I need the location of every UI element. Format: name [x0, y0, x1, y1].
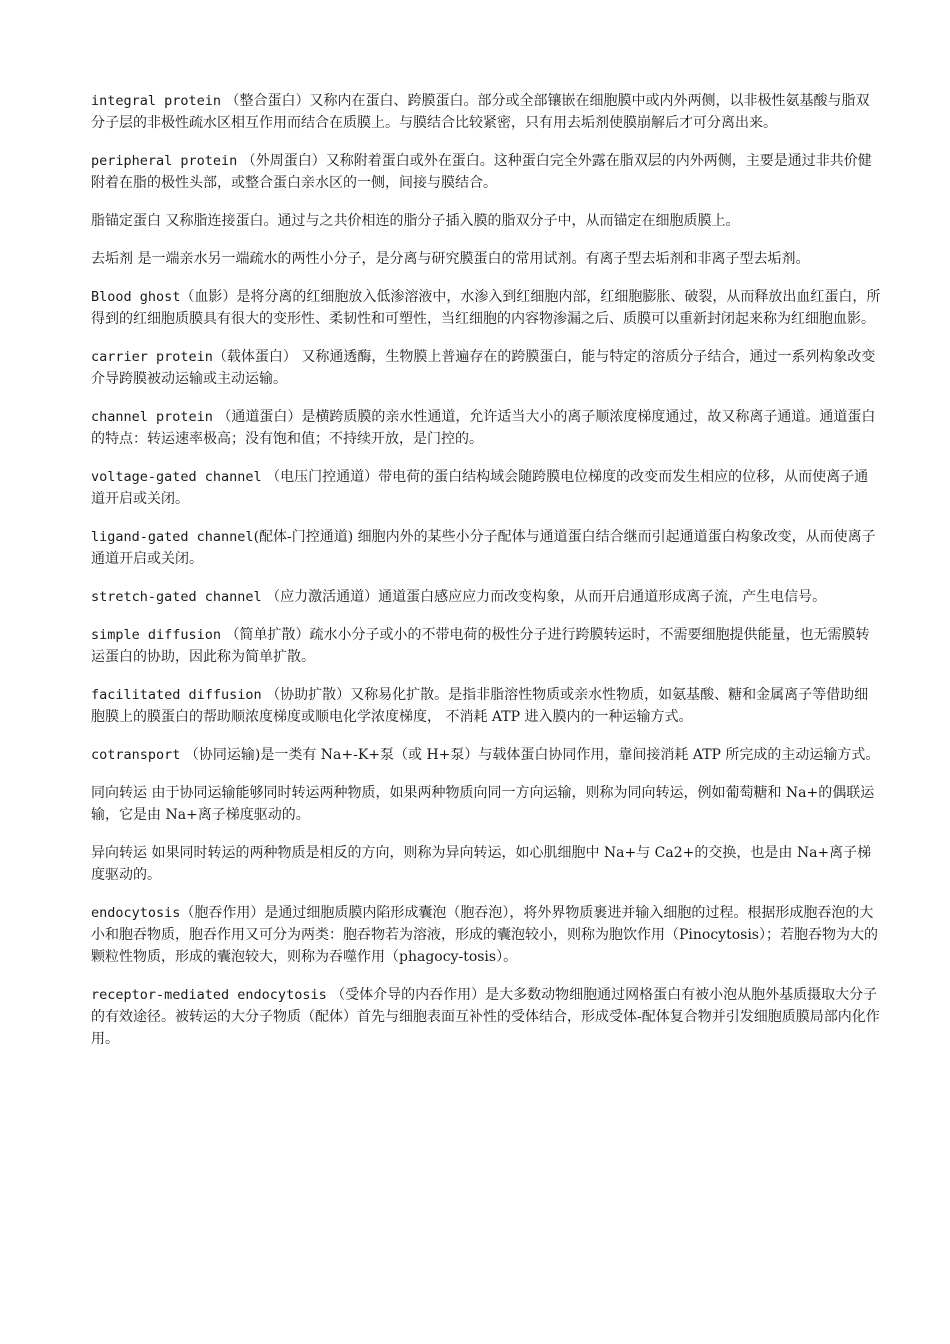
entry-term: voltage-gated channel — [91, 469, 262, 485]
entry-definition: （电压门控通道）带电荷的蛋白结构域会随跨膜电位梯度的改变而发生相应的位移，从而使离子通道开启或关闭。 — [91, 469, 869, 507]
entry-term: facilitated diffusion — [91, 687, 262, 703]
entry-integral-protein — [91, 90, 881, 134]
entry-term: stretch-gated channel — [91, 589, 262, 605]
entry-term: channel protein — [91, 409, 213, 425]
document-page — [91, 90, 881, 1066]
entry-term: carrier protein — [91, 349, 213, 365]
entry-term: receptor-mediated endocytosis — [91, 987, 327, 1003]
entry-term: 异向转运 — [91, 845, 147, 861]
entry-simple-diffusion — [91, 624, 881, 668]
entry-definition: （应力激活通道）通道蛋白感应应力而改变构象，从而开启通道形成离子流，产生电信号。 — [266, 589, 827, 605]
entry-definition: （整合蛋白）又称内在蛋白、跨膜蛋白。部分或全部镶嵌在细胞膜中或内外两侧，以非极性氨基酸与脂双分子层的非极性疏水区相互作用而结合在质膜上。与膜结合比较紧密，只有用去垢剂使膜崩解后才可分离出来。 — [91, 93, 870, 131]
entry-definition: 又称脂连接蛋白。通过与之共价相连的脂分子插入膜的脂双分子中，从而锚定在细胞质膜上。 — [161, 213, 740, 229]
entry-peripheral-protein — [91, 150, 881, 194]
entry-receptor-mediated-endocytosis — [91, 984, 881, 1050]
entry-term: Blood ghost — [91, 289, 181, 305]
entry-term: cotransport — [91, 747, 181, 763]
entry-voltage-gated-channel — [91, 466, 881, 510]
entry-cotransport — [91, 744, 881, 766]
entry-term: 去垢剂 — [91, 251, 133, 267]
entry-carrier-protein — [91, 346, 881, 390]
entry-definition: （外周蛋白）又称附着蛋白或外在蛋白。这种蛋白完全外露在脂双层的内外两侧，主要是通过非共价健附着在脂的极性头部，或整合蛋白亲水区的一侧，间接与膜结合。 — [91, 153, 872, 191]
entry-symport — [91, 782, 881, 826]
entry-term: 同向转运 — [91, 785, 147, 801]
entry-term: simple diffusion — [91, 627, 222, 643]
entry-detergent — [91, 248, 881, 270]
entry-ligand-gated-channel — [91, 526, 881, 570]
entry-lipid-anchored-protein — [91, 210, 881, 232]
entry-definition: （协助扩散）又称易化扩散。是指非脂溶性物质或亲水性物质，如氨基酸、糖和金属离子等借助细胞膜上的膜蛋白的帮助顺浓度梯度或顺电化学浓度梯度， 不消耗 ATP 进入膜内的一种运输方式。 — [91, 687, 869, 725]
entry-channel-protein — [91, 406, 881, 450]
entry-term: endocytosis — [91, 905, 181, 921]
entry-definition: （受体介导的内吞作用）是大多数动物细胞通过网格蛋白有被小泡从胞外基质摄取大分子的有效途径。被转运的大分子物质（配体）首先与细胞表面互补性的受体结合，形成受体-配体复合物并引发细胞质膜局部内化作用。 — [91, 987, 880, 1047]
entry-facilitated-diffusion — [91, 684, 881, 728]
entry-term: integral protein — [91, 93, 222, 109]
entry-endocytosis — [91, 902, 881, 968]
entry-definition: （协同运输)是一类有 Na+-K+泵（或 H+泵）与载体蛋白协同作用，靠间接消耗 ATP 所完成的主动运输方式。 — [184, 747, 880, 763]
entry-term: peripheral protein — [91, 153, 238, 169]
entry-definition: (配体-门控通道) 细胞内外的某些小分子配体与通道蛋白结合继而引起通道蛋白构象改变，从而使离子通道开启或关闭。 — [91, 529, 876, 567]
entry-stretch-gated-channel — [91, 586, 881, 608]
entry-definition: 由于协同运输能够同时转运两种物质，如果两种物质向同一方向运输，则称为同向转运，例如葡萄糖和 Na+的偶联运输，它是由 Na+离子梯度驱动的。 — [91, 785, 875, 823]
entry-blood-ghost — [91, 286, 881, 330]
entry-term: 脂锚定蛋白 — [91, 213, 161, 229]
entry-antiport — [91, 842, 881, 886]
entry-definition: （通道蛋白）是横跨质膜的亲水性通道，允许适当大小的离子顺浓度梯度通过，故又称离子通道。通道蛋白的特点：转运速率极高；没有饱和值；不持续开放，是门控的。 — [91, 409, 876, 447]
entry-definition: 是一端亲水另一端疏水的两性小分子，是分离与研究膜蛋白的常用试剂。有离子型去垢剂和非离子型去垢剂。 — [133, 251, 810, 267]
entry-term: ligand-gated channel — [91, 529, 254, 545]
entry-definition: （胞吞作用）是通过细胞质膜内陷形成囊泡（胞吞泡），将外界物质裹进并输入细胞的过程。根据形成胞吞泡的大小和胞吞物质，胞吞作用又可分为两类：胞吞物若为溶液，形成的囊泡较小，则称为胞饮作用（Pinocytosis）；若胞吞物为大的颗粒性物质，形成的囊泡较大，则称为吞噬作用（phagocy-tosis）。 — [91, 905, 878, 965]
entry-definition: （血影）是将分离的红细胞放入低渗溶液中，水渗入到红细胞内部，红细胞膨胀、破裂，从而释放出血红蛋白，所得到的红细胞质膜具有很大的变形性、柔韧性和可塑性，当红细胞的内容物渗漏之后、质膜可以重新封闭起来称为红细胞血影。 — [91, 289, 881, 327]
entry-definition: 如果同时转运的两种物质是相反的方向，则称为异向转运，如心肌细胞中 Na+与 Ca2+的交换，也是由 Na+离子梯度驱动的。 — [91, 845, 872, 883]
entry-definition: （载体蛋白） 又称通透酶，生物膜上普遍存在的跨膜蛋白，能与特定的溶质分子结合，通过一系列构象改变介导跨膜被动运输或主动运输。 — [91, 349, 876, 387]
entry-definition: （简单扩散）疏水小分子或小的不带电荷的极性分子进行跨膜转运时，不需要细胞提供能量，也无需膜转运蛋白的协助，因此称为简单扩散。 — [91, 627, 870, 665]
